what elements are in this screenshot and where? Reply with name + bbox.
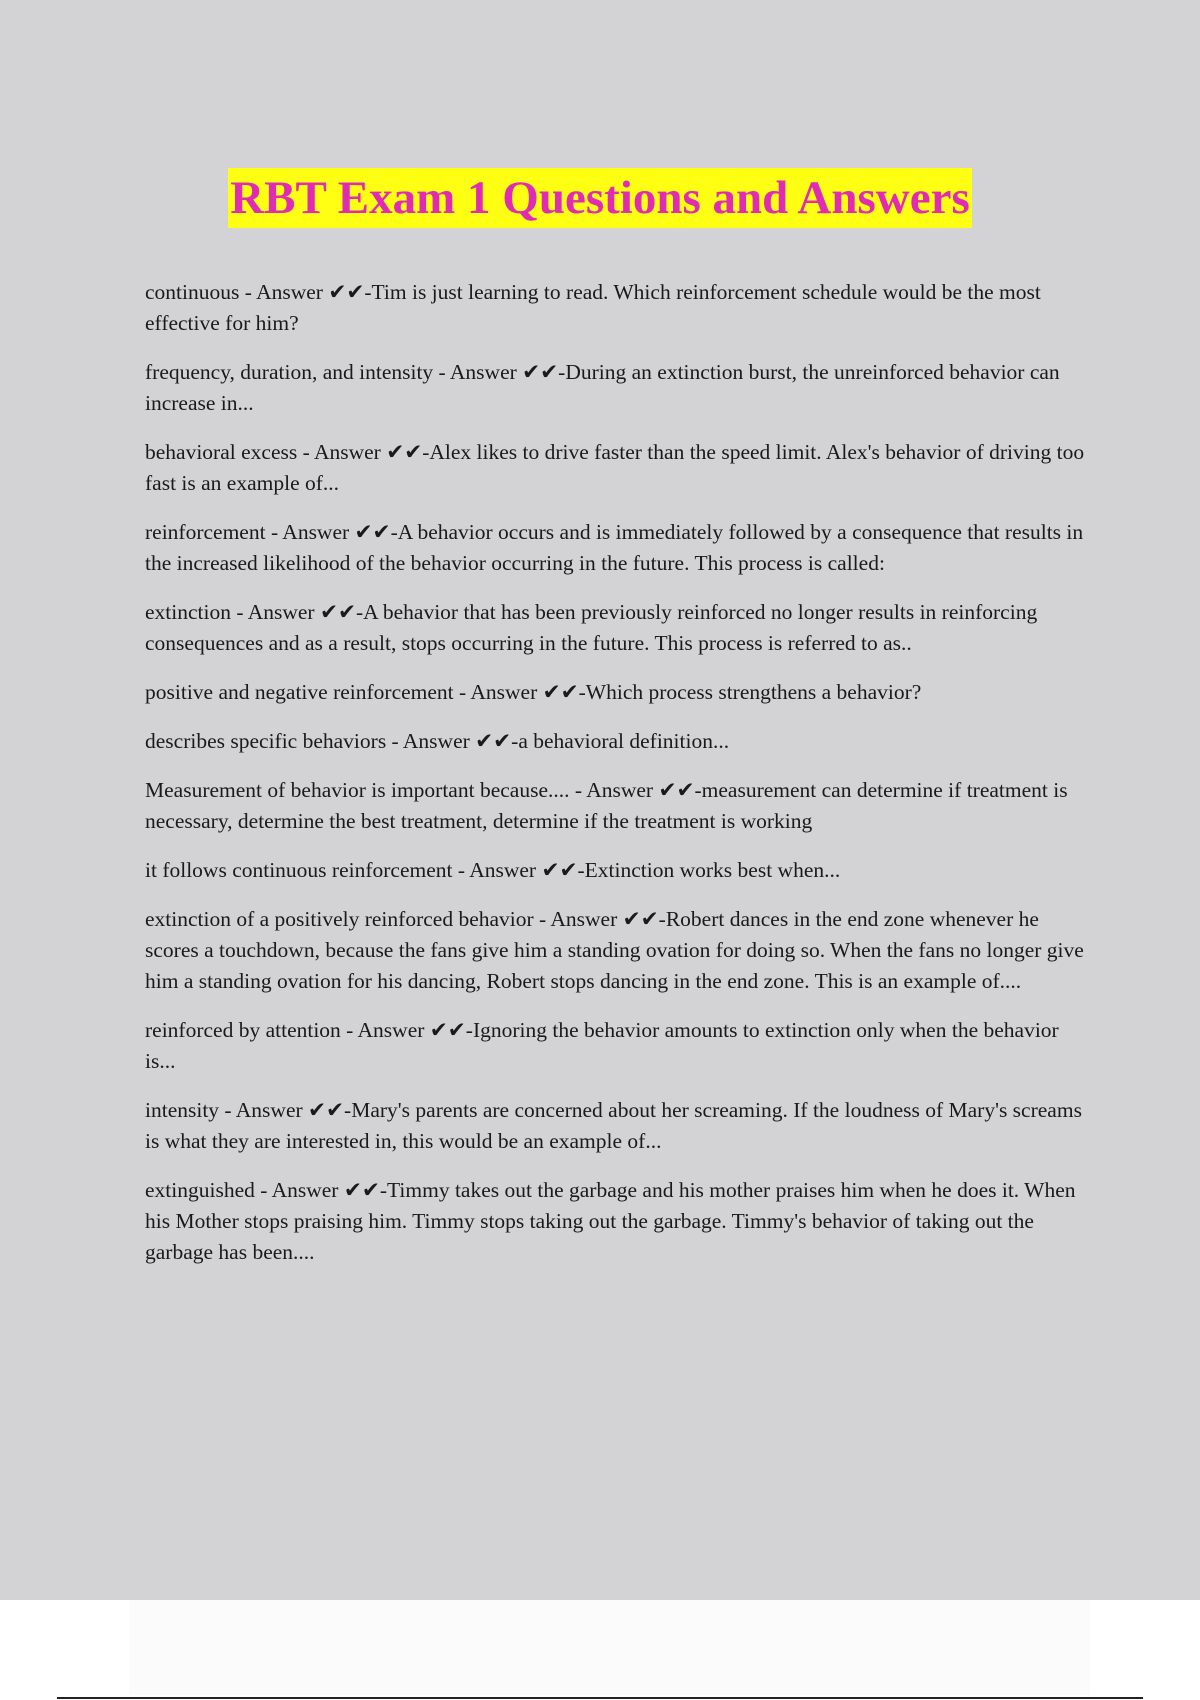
title-container [0,168,1200,228]
qa-item: extinguished - Answer ✔✔-Timmy takes out the garbage and his mother praises him when he does it. When his Mother stops praising him. Timmy stops taking out the garbage. Timmy's behavior of taking out the garbage has been.... [145,1178,1076,1264]
qa-item: continuous - Answer ✔✔-Tim is just learning to read. Which reinforcement schedule would be the most effective for him? [145,280,1041,335]
qa-item: intensity - Answer ✔✔-Mary's parents are concerned about her screaming. If the loudness of Mary's screams is what they are interested in, this would be an example of... [145,1098,1082,1153]
qa-item: Measurement of behavior is important because.... - Answer ✔✔-measurement can determine if treatment is necessary, determine the best treatment, determine if the treatment is working [145,778,1068,833]
qa-item: reinforcement - Answer ✔✔-A behavior occurs and is immediately followed by a consequence that results in the increased likelihood of the behavior occurring in the future. This process is called: [145,520,1084,575]
qa-item: describes specific behaviors - Answer ✔✔-a behavioral definition... [145,729,730,753]
qa-item: extinction of a positively reinforced behavior - Answer ✔✔-Robert dances in the end zone whenever he scores a touchdown, because the fans give him a standing ovation for doing so. When the fans no longer give him a standing ovation for his dancing, Robert stops dancing in the end zone. This is an example of.... [145,907,1084,993]
qa-item: reinforced by attention - Answer ✔✔-Ignoring the behavior amounts to extinction only when the behavior is... [145,1018,1059,1073]
qa-list [145,277,1090,1286]
page-footer [130,1600,1090,1695]
qa-item: positive and negative reinforcement - Answer ✔✔-Which process strengthens a behavior? [145,680,922,704]
qa-item: extinction - Answer ✔✔-A behavior that has been previously reinforced no longer results in reinforcing consequences and as a result, stops occurring in the future. This process is referred to as.. [145,600,1038,655]
footer-divider [57,1697,1143,1699]
page-title: RBT Exam 1 Questions and Answers [228,168,972,228]
qa-item: it follows continuous reinforcement - Answer ✔✔-Extinction works best when... [145,858,841,882]
qa-item: behavioral excess - Answer ✔✔-Alex likes to drive faster than the speed limit. Alex's behavior of driving too fast is an example of... [145,440,1085,495]
qa-item: frequency, duration, and intensity - Answer ✔✔-During an extinction burst, the unreinforced behavior can increase in... [145,360,1060,415]
